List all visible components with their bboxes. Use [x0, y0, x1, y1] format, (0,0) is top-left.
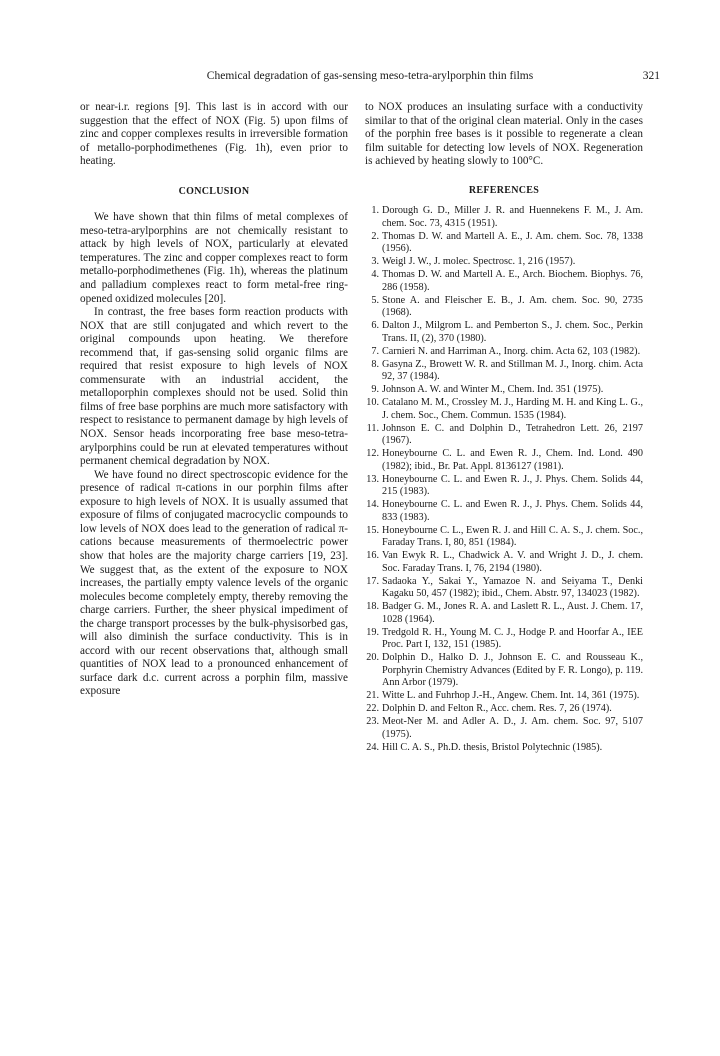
reference-item: 19. Tredgold R. H., Young M. C. J., Hodge P. and Hoorfar A., IEE Proc. Part I, 132, 151 (1985).	[366, 626, 643, 651]
conclusion-paragraph-1: We have shown that thin films of metal complexes of meso-tetra-arylporphins are not chemically resistant to attack by high levels of NOX, particularly at elevated temperatures. The zinc and copper complexes react to form metallo-porphodimethenes (Fig. 1h), whereas the platinum and palladium complexes react to form metal-free ring-opened oxidized molecules [20].	[80, 211, 348, 305]
reference-item: 18. Badger G. M., Jones R. A. and Laslett R. L., Aust. J. Chem. 17, 1028 (1964).	[366, 601, 643, 625]
reference-item: 20. Dolphin D., Halko D. J., Johnson E. C. and Rousseau K., Porphyrin Chemistry Advances (Edited by F. R. Longo), p. 119. Ann Arbor (1979).	[366, 652, 643, 689]
reference-item: 11. Johnson E. C. and Dolphin D., Tetrahedron Lett. 26, 2197 (1967).	[366, 422, 643, 447]
reference-item: 10. Catalano M. M., Crossley M. J., Harding M. H. and King L. G., J. chem. Soc., Chem. Commun. 1535 (1984).	[366, 397, 643, 421]
reference-item: 6. Dalton J., Milgrom L. and Pemberton S., J. chem. Soc., Perkin Trans. II, (2), 370 (1980).	[371, 320, 643, 344]
left-column	[80, 101, 348, 699]
reference-item: 9. Johnson A. W. and Winter M., Chem. Ind. 351 (1975).	[371, 384, 604, 396]
reference-item: 12. Honeybourne C. L. and Ewen R. J., Chem. Ind. Lond. 490 (1982); ibid., Br. Pat. Appl. 8136127 (1981).	[366, 448, 643, 472]
reference-item: 14. Honeybourne C. L. and Ewen R. J., J. Phys. Chem. Solids 44, 833 (1983).	[366, 499, 643, 523]
reference-list	[365, 205, 643, 754]
references-heading: REFERENCES	[468, 184, 540, 196]
reference-item: 22. Dolphin D. and Felton R., Acc. chem. Res. 7, 26 (1974).	[366, 703, 612, 715]
continuation-paragraph: to NOX produces an insulating surface with a conductivity similar to that of the original clean material. Only in the cases of the porphin free bases is it possible to regenerate a clean film suitable for detecting low levels of NOX. Regeneration is achieved by heating slowly to 100°C.	[365, 101, 643, 168]
reference-item: 23. Meot-Ner M. and Adler A. D., J. Am. chem. Soc. 97, 5107 (1975).	[366, 716, 643, 740]
running-title: Chemical degradation of gas-sensing meso-tetra-arylporphin thin films	[206, 70, 534, 82]
reference-item: 16. Van Ewyk R. L., Chadwick A. V. and Wright J. D., J. chem. Soc. Faraday Trans. I, 76, 2194 (1980).	[366, 550, 643, 574]
reference-item: 17. Sadaoka Y., Sakai Y., Yamazoe N. and Seiyama T., Denki Kagaku 50, 457 (1982); ibid., Chem. Abstr. 97, 134023 (1982).	[366, 575, 643, 600]
reference-item: 4. Thomas D. W. and Martell A. E., Arch. Biochem. Biophys. 76, 286 (1958).	[371, 269, 643, 293]
conclusion-paragraph-3: We have found no direct spectroscopic evidence for the presence of radical π-cations in our porphin films after exposure to high levels of NOX. It is usually assumed that exposure of films of conjugated macrocyclic compounds to low levels of NOX does lead to the generation of radical π-cations because measurements of thermoelectric power show that holes are the majority charge carriers [19, 23]. We suggest that, as the extent of the exposure to NOX increases, the partially empty valence levels of the organic molecules become completely empty, thereby removing the charge carriers. Further, the sheer physical impediment of the charge transport processes by the bulk-physisorbed gas, will also diminish the surface conductivity. This is in accord with our recent observations that, although small quantities of NOX lead to a pronounced enhancement of surface dark d.c. current across a porphin film, massive exposure	[80, 468, 348, 698]
reference-item: 13. Honeybourne C. L. and Ewen R. J., J. Phys. Chem. Solids 44, 215 (1983).	[366, 473, 643, 498]
reference-item: 1. Dorough G. D., Miller J. R. and Huennekens F. M., J. Am. chem. Soc. 73, 4315 (1951).	[371, 205, 643, 229]
reference-item: 5. Stone A. and Fleischer E. B., J. Am. chem. Soc. 90, 2735 (1968).	[371, 294, 643, 319]
reference-item: 15. Honeybourne C. L., Ewen R. J. and Hill C. A. S., J. chem. Soc., Faraday Trans. I, 80, 851 (1984).	[366, 524, 643, 549]
reference-item: 8. Gasyna Z., Browett W. R. and Stillman M. J., Inorg. chim. Acta 92, 37 (1984).	[371, 358, 643, 383]
reference-item: 7. Carnieri N. and Harriman A., Inorg. chim. Acta 62, 103 (1982).	[371, 345, 641, 357]
reference-item: 21. Witte L. and Fuhrhop J.-H., Angew. Chem. Int. 14, 361 (1975).	[366, 690, 640, 702]
intro-paragraph: or near-i.r. regions [9]. This last is in accord with our suggestion that the effect of NOX (Fig. 5) upon films of zinc and copper complexes results in irreversible formation of metallo-porphodimethenes (Fig. 1h), even prior to heating.	[80, 101, 348, 168]
page-number: 321	[642, 70, 660, 82]
right-column	[365, 101, 643, 755]
running-header	[80, 70, 660, 88]
reference-item: 3. Weigl J. W., J. molec. Spectrosc. 1, 216 (1957).	[371, 256, 576, 268]
conclusion-heading: CONCLUSION	[178, 185, 250, 197]
conclusion-paragraph-2: In contrast, the free bases form reaction products with NOX that are still conjugated and which revert to the original compounds upon heating. We therefore recommend that, if gas-sensing solid organic films are required that resist exposure to high levels of NOX commensurate with an industrial accident, the metalloporphin complexes should not be used. Solid thin films of free base porphins are much more satisfactory with respect to resistance to permanent damage by high levels of NOX. Sensor heads incorporating free base meso-tetra-arylporphins could be run at elevated temperatures without permanent chemical degradation by NOX.	[80, 306, 348, 468]
reference-item: 24. Hill C. A. S., Ph.D. thesis, Bristol Polytechnic (1985).	[366, 741, 603, 753]
reference-item: 2. Thomas D. W. and Martell A. E., J. Am. chem. Soc. 78, 1338 (1956).	[371, 230, 643, 255]
